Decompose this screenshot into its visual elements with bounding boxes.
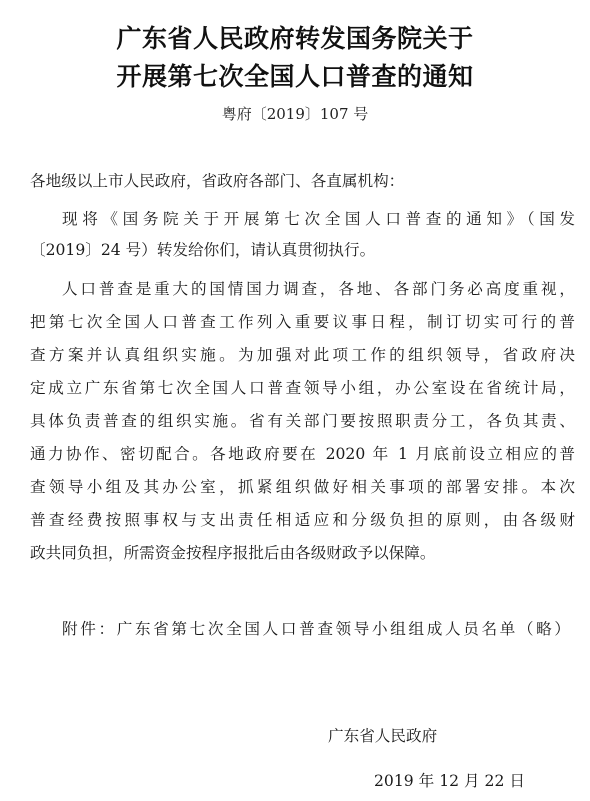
issue-date: 2019 年 12 月 22 日 [374,772,525,790]
issuing-authority: 广东省人民政府 [328,727,438,745]
paragraph-2-line: 查方案并认真组织实施。为加强对此项工作的组织领导，省政府决 [30,346,575,364]
paragraph-2-line: 人口普查是重大的国情国力调查，各地、各部门务必高度重视， [62,280,575,298]
paragraph-2-line: 定成立广东省第七次全国人口普查领导小组，办公室设在省统计局， [30,379,575,397]
paragraph-1-line: 〔2019〕24 号）转发给你们，请认真贯彻执行。 [30,241,376,259]
document-number: 粤府〔2019〕107 号 [221,105,369,123]
attachment-note: 附件：广东省第七次全国人口普查领导小组组成人员名单（略） [62,620,570,638]
paragraph-2-line: 查领导小组及其办公室，抓紧组织做好相关事项的部署安排。本次 [30,478,575,496]
paragraph-2-line: 政共同负担，所需资金按程序报批后由各级财政予以保障。 [30,544,436,562]
paragraph-2-line: 通力协作、密切配合。各地政府要在 2020 年 1 月底前设立相应的普 [30,445,575,463]
paragraph-2-line: 把第七次全国人口普查工作列入重要议事日程，制订切实可行的普 [30,313,575,331]
document-title-line-2: 开展第七次全国人口普查的通知 [116,62,474,91]
paragraph-2-line: 普查经费按照事权与支出责任相适应和分级负担的原则，由各级财 [30,511,575,529]
paragraph-2-line: 具体负责普查的组织实施。省有关部门要按照职责分工，各负其责、 [30,412,575,430]
paragraph-1-line: 现将《国务院关于开展第七次全国人口普查的通知》（国发 [62,210,575,228]
document-title-line-1: 广东省人民政府转发国务院关于 [116,24,474,53]
salutation: 各地级以上市人民政府，省政府各部门、各直属机构： [30,172,405,190]
